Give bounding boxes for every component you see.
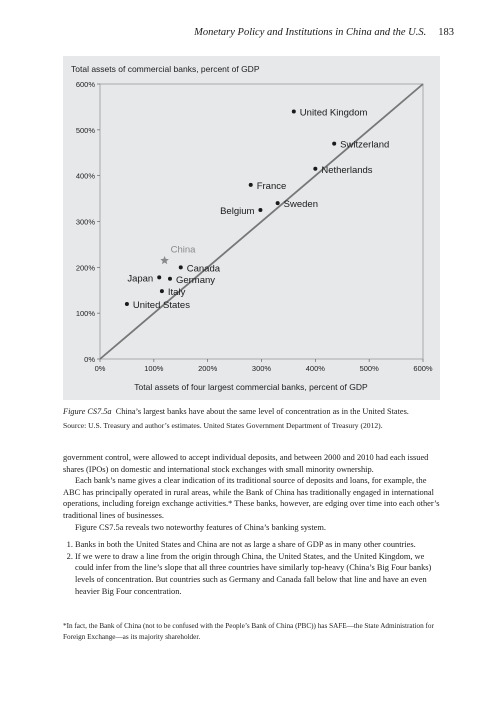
paragraph-1: government control, were allowed to accept individual deposits, and between 2000 and 2010 had each issued shares (IPOs) on domestic and international stock exchanges with small minority ownership. — [63, 453, 429, 474]
footnote: *In fact, the Bank of China (not to be confused with the People’s Bank of China (PBC)) has SAFE—the State Administration for Foreign Exchange—as its majority shareholder. — [63, 622, 434, 641]
paragraph-2: Each bank’s name gives a clear indication of its traditional source of deposits and loans, for example, the ABC has principally operated in rural areas, while the Bank of China has traditionally engaged in international operations, including foreign exchange activities.* These banks, however, are edging over time into each other’s traditional lines of businesses. — [63, 476, 440, 520]
y-tick-label: 600% — [75, 80, 95, 89]
point-marker-germany — [168, 277, 172, 281]
running-title: Monetary Policy and Institutions in China and the U.S. — [194, 27, 427, 38]
point-label-sweden: Sweden — [283, 199, 318, 211]
figure-label: Figure CS7.5a — [63, 407, 112, 416]
point-marker-japan — [157, 275, 161, 279]
point-label-china: China — [170, 244, 196, 256]
x-tick-label: 100% — [144, 364, 164, 373]
point-marker-sweden — [276, 201, 280, 205]
figure-caption-text: China’s largest banks have about the same level of concentration as in the United States. — [115, 407, 409, 416]
running-header — [194, 27, 454, 38]
y-tick-label: 100% — [75, 309, 95, 319]
point-marker-italy — [160, 289, 164, 293]
point-label-france: France — [256, 180, 287, 192]
feature-list — [63, 539, 443, 597]
list-item: 2. If we were to draw a line from the origin through China, the United States, and the United Kingdom, we could infer from the line’s slope that all three countries have similarly top-heavy (China’s Big Four banks) levels of concentration. But countries such as Germany and Canada fall below that line and have an even heavier Big Four concentration. — [75, 551, 443, 597]
y-tick-label: 500% — [75, 125, 95, 135]
x-tick-label: 400% — [305, 364, 325, 373]
point-label-united-kingdom: United Kingdom — [299, 107, 368, 119]
x-tick-label: 500% — [359, 364, 379, 373]
point-marker-france — [249, 183, 253, 187]
point-label-canada: Canada — [186, 263, 221, 275]
x-tick-label: 0% — [94, 364, 106, 373]
x-axis-title: Total assets of four largest commercial banks, percent of GDP — [134, 382, 368, 392]
point-label-germany: Germany — [175, 274, 216, 286]
point-marker-switzerland — [332, 142, 336, 146]
point-marker-united-kingdom — [292, 110, 296, 114]
point-label-switzerland: Switzerland — [340, 139, 390, 151]
point-marker-canada — [179, 265, 183, 269]
figure-panel — [63, 56, 440, 400]
paragraph-3: Figure CS7.5a reveals two noteworthy features of China’s banking system. — [75, 522, 326, 532]
point-label-netherlands: Netherlands — [321, 164, 373, 176]
point-marker-united-states — [125, 302, 129, 306]
point-marker-belgium — [258, 208, 262, 212]
point-label-japan: Japan — [127, 273, 154, 285]
figure-source: Source: U.S. Treasury and author’s estimates. United States Government Department of Treasury (2012). — [63, 421, 383, 430]
x-tick-label: 200% — [198, 364, 218, 373]
x-tick-label: 600% — [413, 364, 433, 373]
point-marker-netherlands — [313, 167, 317, 171]
x-tick-label: 300% — [251, 364, 272, 373]
point-label-belgium: Belgium — [220, 206, 255, 218]
y-tick-label: 0% — [84, 355, 95, 364]
point-label-united-states: United States — [132, 300, 190, 311]
scatter-chart — [63, 56, 440, 400]
page-number: 183 — [438, 27, 454, 38]
y-tick-label: 200% — [75, 263, 95, 273]
figure-caption — [63, 406, 443, 418]
list-item: 1. Banks in both the United States and China are not as large a share of GDP as in many other countries. — [75, 539, 443, 551]
body-text — [63, 452, 443, 597]
y-tick-label: 400% — [75, 171, 95, 181]
y-axis-title: Total assets of commercial banks, percent of GDP — [71, 64, 260, 74]
y-tick-label: 300% — [75, 217, 95, 227]
point-label-italy: Italy — [167, 287, 186, 299]
